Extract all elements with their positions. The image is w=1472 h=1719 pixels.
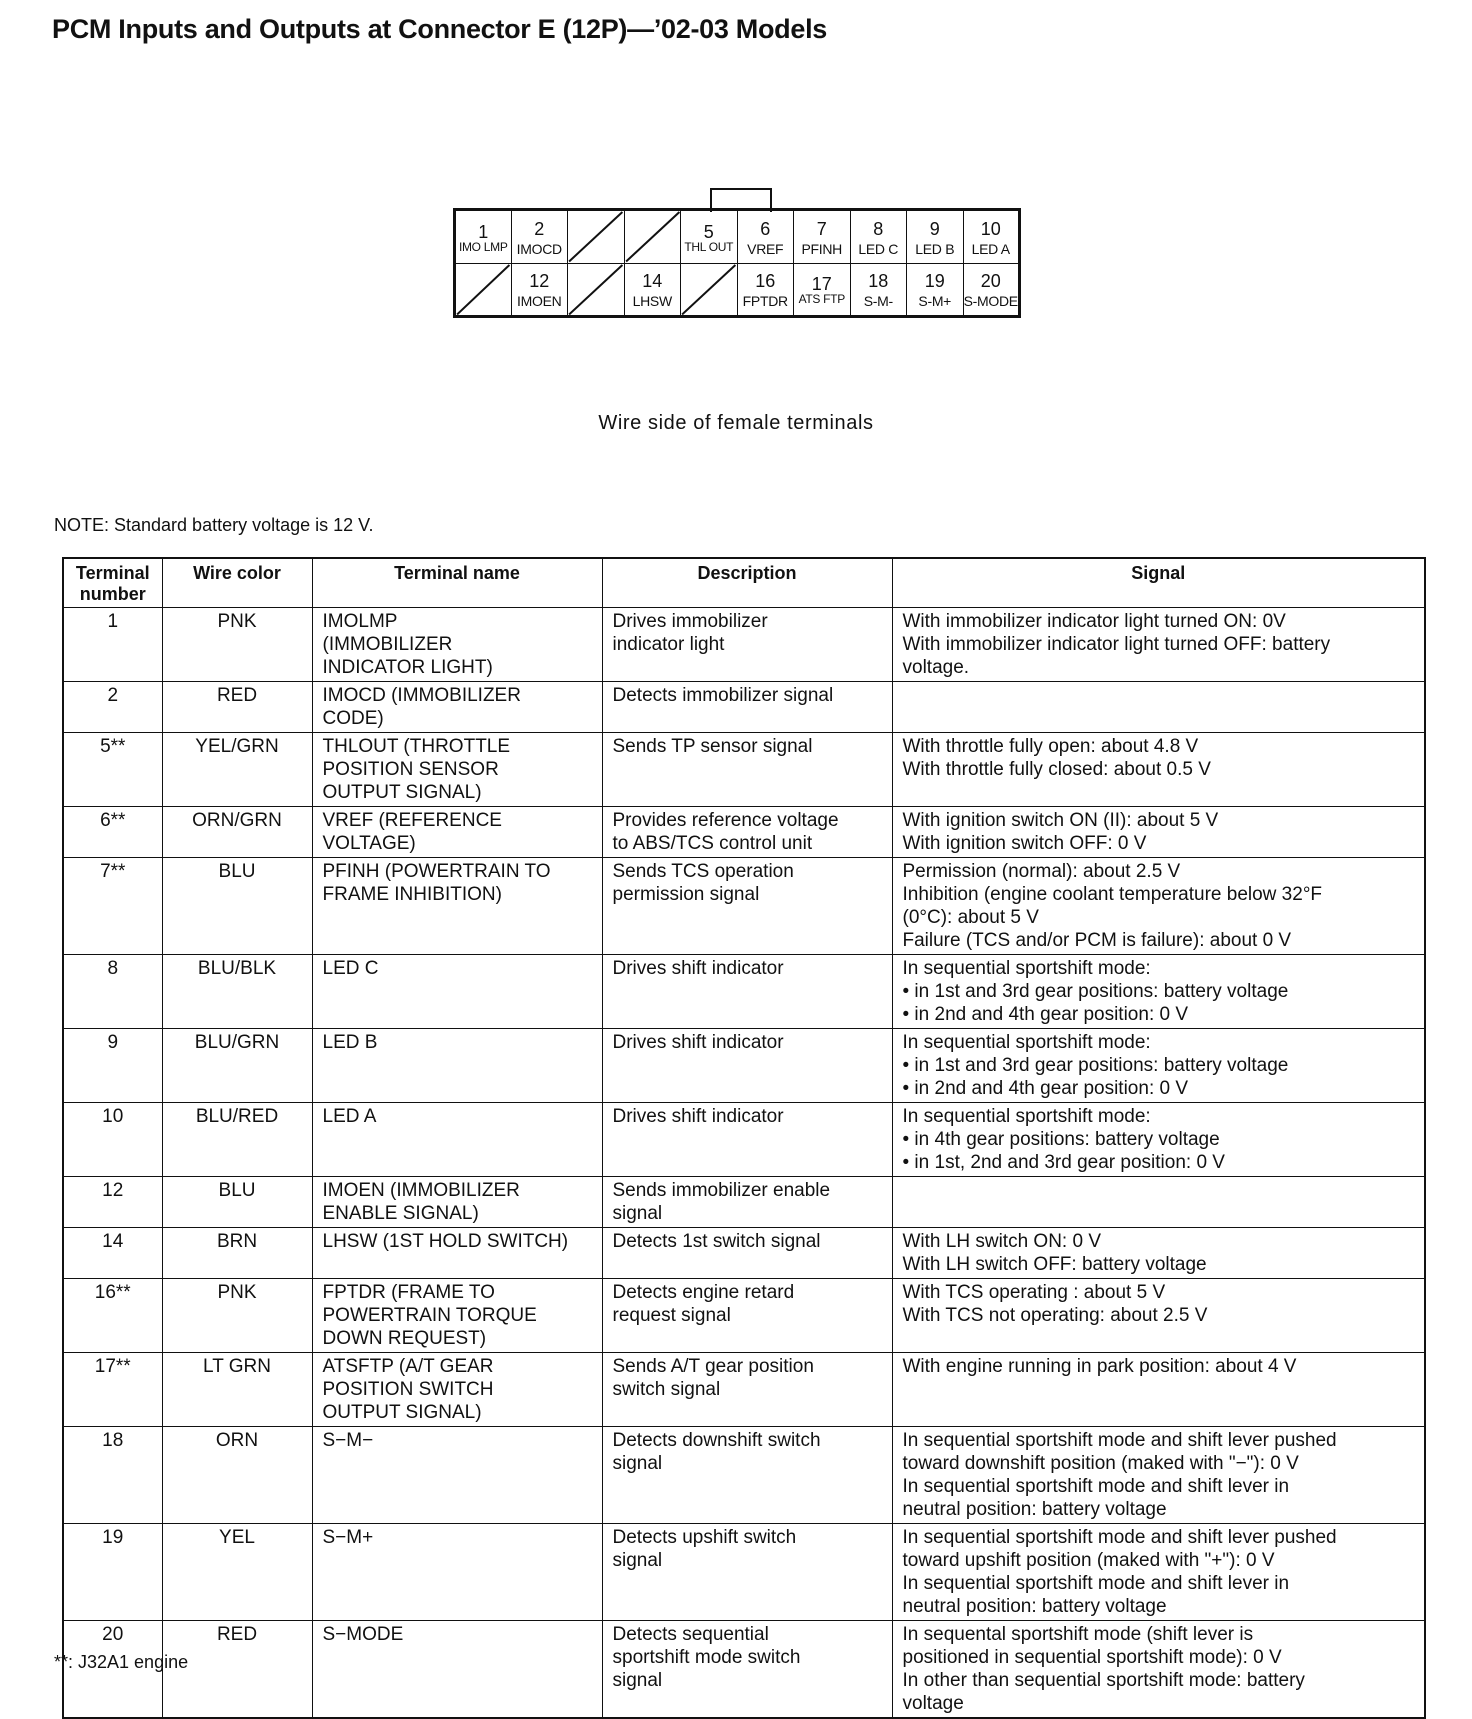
terminal-number-cell: 19 bbox=[63, 1524, 162, 1621]
signal-cell-line: positioned in sequential sportshift mode): 0 V bbox=[902, 1647, 1282, 1668]
pin-label: ATS FTP bbox=[798, 292, 845, 307]
signal-cell-line: With immobilizer indicator light turned OFF: battery bbox=[902, 634, 1331, 655]
connector-pin-9 bbox=[907, 210, 964, 264]
header-description: Description bbox=[602, 558, 892, 608]
pin-number: 7 bbox=[816, 218, 827, 239]
table-row bbox=[63, 1177, 1425, 1228]
connector-pin-7 bbox=[794, 210, 851, 264]
terminal-name-cell-line: VREF (REFERENCE bbox=[322, 810, 502, 831]
terminal-name-cell bbox=[312, 682, 602, 733]
pin-number: 12 bbox=[529, 271, 550, 292]
pin-label: PFINH bbox=[801, 240, 842, 257]
signal-cell-line: neutral position: battery voltage bbox=[902, 1596, 1167, 1617]
pin-label: LED A bbox=[971, 240, 1010, 257]
wire-color-cell: ORN bbox=[162, 1427, 312, 1524]
connector-empty-cavity bbox=[568, 263, 625, 317]
wire-color-cell: ORN/GRN bbox=[162, 807, 312, 858]
pin-number: 19 bbox=[924, 271, 945, 292]
pin-label: IMOEN bbox=[517, 293, 562, 310]
table-row bbox=[63, 858, 1425, 955]
terminal-name-cell bbox=[312, 1279, 602, 1353]
terminal-name-cell-line: OUTPUT SIGNAL) bbox=[322, 782, 482, 803]
terminal-name-cell-line: OUTPUT SIGNAL) bbox=[322, 1402, 482, 1423]
table-row bbox=[63, 1427, 1425, 1524]
signal-cell-line: In sequential sportshift mode and shift lever pushed bbox=[902, 1430, 1337, 1451]
terminal-number-cell: 18 bbox=[63, 1427, 162, 1524]
wire-color-cell: RED bbox=[162, 1621, 312, 1719]
connector-pin-8 bbox=[850, 210, 907, 264]
description-cell-line: Detects 1st switch signal bbox=[612, 1231, 821, 1252]
pin-number: 14 bbox=[642, 271, 663, 292]
header-signal: Signal bbox=[892, 558, 1425, 608]
pin-label: VREF bbox=[747, 240, 784, 257]
signal-cell-line: With throttle fully open: about 4.8 V bbox=[902, 736, 1199, 757]
table-row bbox=[63, 1524, 1425, 1621]
description-cell bbox=[602, 733, 892, 807]
description-cell-line: signal bbox=[612, 1203, 663, 1224]
signal-cell bbox=[892, 1279, 1425, 1353]
connector-empty-cavity bbox=[455, 263, 512, 317]
connector-empty-cavity bbox=[681, 263, 738, 317]
description-cell bbox=[602, 955, 892, 1029]
terminal-name-cell-line: LED B bbox=[322, 1032, 378, 1053]
description-cell bbox=[602, 858, 892, 955]
terminal-name-cell-line: S−M+ bbox=[322, 1527, 374, 1548]
wire-color-cell: YEL/GRN bbox=[162, 733, 312, 807]
signal-cell-line: With TCS not operating: about 2.5 V bbox=[902, 1305, 1208, 1326]
terminal-number-cell: 9 bbox=[63, 1029, 162, 1103]
terminal-name-cell-line: LED C bbox=[322, 958, 379, 979]
header-terminal-number bbox=[63, 558, 162, 608]
terminal-name-cell bbox=[312, 1029, 602, 1103]
connector-pin-12 bbox=[511, 263, 568, 317]
connector-pin-2 bbox=[511, 210, 568, 264]
description-cell bbox=[602, 1427, 892, 1524]
pin-label: IMOCD bbox=[516, 240, 562, 257]
wire-color-cell: PNK bbox=[162, 1279, 312, 1353]
terminal-name-cell bbox=[312, 608, 602, 682]
terminal-name-cell-line: POWERTRAIN TORQUE bbox=[322, 1305, 537, 1326]
terminal-name-cell-line: PFINH (POWERTRAIN TO bbox=[322, 861, 551, 882]
empty-cavity-slash bbox=[456, 264, 511, 316]
terminal-name-cell-line: DOWN REQUEST) bbox=[322, 1328, 487, 1349]
terminal-number-cell: 14 bbox=[63, 1228, 162, 1279]
table-row bbox=[63, 955, 1425, 1029]
wire-color-cell: RED bbox=[162, 682, 312, 733]
description-cell-line: Detects upshift switch bbox=[612, 1527, 797, 1548]
empty-cavity-slash bbox=[568, 264, 624, 316]
description-cell-line: signal bbox=[612, 1670, 663, 1691]
signal-cell bbox=[892, 733, 1425, 807]
signal-cell-line: With immobilizer indicator light turned ON: 0V bbox=[902, 611, 1286, 632]
connector-pin-grid bbox=[453, 208, 1021, 318]
pin-number: 9 bbox=[929, 218, 940, 239]
signal-cell-line: In other than sequential sportshift mode: battery bbox=[902, 1670, 1305, 1691]
description-cell-line: Sends TCS operation bbox=[612, 861, 794, 882]
terminal-name-cell bbox=[312, 1228, 602, 1279]
terminal-name-cell bbox=[312, 1427, 602, 1524]
description-cell-line: to ABS/TCS control unit bbox=[612, 833, 813, 854]
description-cell-line: Detects sequential bbox=[612, 1624, 769, 1645]
terminal-name-cell bbox=[312, 858, 602, 955]
wire-color-cell: BLU bbox=[162, 858, 312, 955]
terminal-number-cell: 6** bbox=[63, 807, 162, 858]
connector-pin-20 bbox=[963, 263, 1020, 317]
pin-label: LED C bbox=[858, 240, 899, 257]
terminal-name-cell-line: POSITION SENSOR bbox=[322, 759, 499, 780]
description-cell bbox=[602, 608, 892, 682]
header-terminal-line2: number bbox=[79, 584, 146, 604]
terminal-name-cell bbox=[312, 733, 602, 807]
terminal-name-cell-line: (IMMOBILIZER bbox=[322, 634, 453, 655]
terminal-number-cell: 17** bbox=[63, 1353, 162, 1427]
terminal-name-cell-line: THLOUT (THROTTLE bbox=[322, 736, 511, 757]
table-row bbox=[63, 1228, 1425, 1279]
terminal-name-cell-line: CODE) bbox=[322, 708, 384, 729]
signal-cell-line: neutral position: battery voltage bbox=[902, 1499, 1167, 1520]
pin-number: 17 bbox=[811, 274, 832, 295]
terminal-name-cell-line: LHSW (1ST HOLD SWITCH) bbox=[322, 1231, 569, 1252]
table-header-row bbox=[63, 558, 1425, 608]
connector-diagram bbox=[453, 188, 1021, 318]
signal-cell bbox=[892, 1103, 1425, 1177]
terminal-name-cell-line: INDICATOR LIGHT) bbox=[322, 657, 493, 678]
pin-number: 5 bbox=[703, 221, 714, 242]
table-row bbox=[63, 1279, 1425, 1353]
signal-cell-line: In sequential sportshift mode: bbox=[902, 958, 1151, 979]
description-cell bbox=[602, 807, 892, 858]
signal-cell-line: In sequential sportshift mode: bbox=[902, 1106, 1151, 1127]
signal-cell bbox=[892, 1353, 1425, 1427]
description-cell-line: Drives immobilizer bbox=[612, 611, 768, 632]
description-cell-line: Sends A/T gear position bbox=[612, 1356, 814, 1377]
signal-cell bbox=[892, 1427, 1425, 1524]
connector-empty-cavity bbox=[624, 210, 681, 264]
description-cell-line: switch signal bbox=[612, 1379, 721, 1400]
wire-color-cell: PNK bbox=[162, 608, 312, 682]
terminal-name-cell-line: VOLTAGE) bbox=[322, 833, 416, 854]
pin-label: S-MODE bbox=[963, 293, 1018, 310]
pin-number: 10 bbox=[980, 218, 1001, 239]
pin-label: LED B bbox=[915, 240, 955, 257]
terminal-name-cell-line: S−M− bbox=[322, 1430, 374, 1451]
connector-pin-6 bbox=[737, 210, 794, 264]
description-cell-line: Sends TP sensor signal bbox=[612, 736, 813, 757]
terminal-name-cell bbox=[312, 1177, 602, 1228]
terminal-number-cell: 10 bbox=[63, 1103, 162, 1177]
terminal-name-cell bbox=[312, 1103, 602, 1177]
signal-cell bbox=[892, 858, 1425, 955]
description-cell-line: Sends immobilizer enable bbox=[612, 1180, 831, 1201]
connector-pin-16 bbox=[737, 263, 794, 317]
description-cell bbox=[602, 1621, 892, 1719]
pin-number: 2 bbox=[534, 218, 545, 239]
terminal-name-cell-line: ATSFTP (A/T GEAR bbox=[322, 1356, 494, 1377]
signal-cell-line: In sequental sportshift mode (shift lever is bbox=[902, 1624, 1254, 1645]
description-cell-line: sportshift mode switch bbox=[612, 1647, 801, 1668]
signal-cell-line: Inhibition (engine coolant temperature below 32°F bbox=[902, 884, 1323, 905]
terminal-name-cell-line: LED A bbox=[322, 1106, 377, 1127]
signal-cell-line: In sequential sportshift mode: bbox=[902, 1032, 1151, 1053]
pin-label: FPTDR bbox=[742, 293, 788, 310]
description-cell-line: Detects engine retard bbox=[612, 1282, 795, 1303]
description-cell-line: Provides reference voltage bbox=[612, 810, 839, 831]
battery-voltage-note: NOTE: Standard battery voltage is 12 V. bbox=[54, 515, 374, 535]
signal-cell-line: Failure (TCS and/or PCM is failure): about 0 V bbox=[902, 930, 1292, 951]
terminal-number-cell: 1 bbox=[63, 608, 162, 682]
signal-cell-line: (0°C): about 5 V bbox=[902, 907, 1039, 928]
header-wire-color: Wire color bbox=[162, 558, 312, 608]
header-terminal-name: Terminal name bbox=[312, 558, 602, 608]
description-cell-line: signal bbox=[612, 1453, 663, 1474]
wire-color-cell: LT GRN bbox=[162, 1353, 312, 1427]
signal-cell-line: toward downshift position (maked with "−"): 0 V bbox=[902, 1453, 1299, 1474]
pin-number: 16 bbox=[755, 271, 776, 292]
description-cell bbox=[602, 1279, 892, 1353]
table-row bbox=[63, 1103, 1425, 1177]
signal-cell-line: With ignition switch ON (II): about 5 V bbox=[902, 810, 1219, 831]
empty-cavity-slash bbox=[568, 211, 624, 263]
terminal-name-cell-line: FPTDR (FRAME TO bbox=[322, 1282, 495, 1303]
signal-cell-line: With ignition switch OFF: 0 V bbox=[902, 833, 1147, 854]
connector-pin-14 bbox=[624, 263, 681, 317]
page-title: PCM Inputs and Outputs at Connector E (12P)—’02-03 Models bbox=[52, 14, 827, 44]
signal-cell-line: Permission (normal): about 2.5 V bbox=[902, 861, 1181, 882]
table-row bbox=[63, 608, 1425, 682]
wire-color-cell: BLU/BLK bbox=[162, 955, 312, 1029]
signal-cell bbox=[892, 608, 1425, 682]
header-terminal-line1: Terminal bbox=[75, 563, 150, 583]
terminal-number-cell: 20 bbox=[63, 1621, 162, 1719]
wire-color-cell: BLU bbox=[162, 1177, 312, 1228]
pin-number: 20 bbox=[980, 271, 1001, 292]
pin-label: IMO LMP bbox=[458, 239, 508, 254]
signal-cell bbox=[892, 1029, 1425, 1103]
footnote: **: J32A1 engine bbox=[54, 1652, 189, 1672]
terminal-number-cell: 12 bbox=[63, 1177, 162, 1228]
signal-cell-line: With engine running in park position: about 4 V bbox=[902, 1356, 1297, 1377]
signal-cell-line: • in 4th gear positions: battery voltage bbox=[902, 1129, 1220, 1150]
signal-cell-line: • in 1st and 3rd gear positions: battery voltage bbox=[902, 981, 1289, 1002]
table-row bbox=[63, 733, 1425, 807]
signal-cell bbox=[892, 1228, 1425, 1279]
connector-pin-10 bbox=[963, 210, 1020, 264]
signal-cell bbox=[892, 682, 1425, 733]
terminal-name-cell-line: IMOLMP bbox=[322, 611, 398, 632]
signal-cell-line: • in 1st and 3rd gear positions: battery voltage bbox=[902, 1055, 1289, 1076]
wire-color-cell: BLU/RED bbox=[162, 1103, 312, 1177]
signal-cell bbox=[892, 955, 1425, 1029]
terminal-number-cell: 16** bbox=[63, 1279, 162, 1353]
signal-cell-line: In sequential sportshift mode and shift lever pushed bbox=[902, 1527, 1337, 1548]
terminal-number-cell: 7** bbox=[63, 858, 162, 955]
description-cell bbox=[602, 1524, 892, 1621]
description-cell-line: Drives shift indicator bbox=[612, 1106, 784, 1127]
pin-label: S-M+ bbox=[918, 293, 952, 310]
description-cell-line: Drives shift indicator bbox=[612, 1032, 784, 1053]
terminal-name-cell bbox=[312, 1353, 602, 1427]
pin-number: 8 bbox=[873, 218, 884, 239]
terminal-number-cell: 5** bbox=[63, 733, 162, 807]
description-cell-line: Detects immobilizer signal bbox=[612, 685, 834, 706]
terminal-name-cell bbox=[312, 1524, 602, 1621]
pin-label: S-M- bbox=[863, 293, 893, 310]
description-cell-line: Drives shift indicator bbox=[612, 958, 784, 979]
signal-cell-line: With TCS operating : about 5 V bbox=[902, 1282, 1166, 1303]
signal-cell-line: With throttle fully closed: about 0.5 V bbox=[902, 759, 1211, 780]
connector-top-row bbox=[455, 210, 1020, 264]
wire-color-cell: BRN bbox=[162, 1228, 312, 1279]
pin-number: 6 bbox=[760, 218, 771, 239]
terminal-table bbox=[62, 557, 1426, 1719]
connector-caption: Wire side of female terminals bbox=[598, 412, 874, 434]
description-cell bbox=[602, 1029, 892, 1103]
signal-cell-line: voltage. bbox=[902, 657, 970, 678]
signal-cell bbox=[892, 1177, 1425, 1228]
connector-pin-1 bbox=[455, 210, 512, 264]
table-row bbox=[63, 1353, 1425, 1427]
terminal-number-cell: 8 bbox=[63, 955, 162, 1029]
signal-cell-line: • in 2nd and 4th gear position: 0 V bbox=[902, 1004, 1189, 1025]
signal-cell-line: toward upshift position (maked with "+"): 0 V bbox=[902, 1550, 1275, 1571]
table-row bbox=[63, 1621, 1425, 1719]
pin-label: LHSW bbox=[632, 293, 672, 310]
terminal-name-cell-line: S−MODE bbox=[322, 1624, 404, 1645]
empty-cavity-slash bbox=[625, 211, 681, 263]
pin-number: 18 bbox=[868, 271, 889, 292]
terminal-name-cell bbox=[312, 807, 602, 858]
table-row bbox=[63, 1029, 1425, 1103]
connector-pin-18 bbox=[850, 263, 907, 317]
description-cell-line: permission signal bbox=[612, 884, 760, 905]
terminal-name-cell-line: ENABLE SIGNAL) bbox=[322, 1203, 479, 1224]
connector-bottom-row bbox=[455, 263, 1020, 317]
signal-cell bbox=[892, 1621, 1425, 1719]
connector-pin-5 bbox=[681, 210, 738, 264]
terminal-name-cell-line: IMOCD (IMMOBILIZER bbox=[322, 685, 521, 706]
signal-cell-line: • in 2nd and 4th gear position: 0 V bbox=[902, 1078, 1189, 1099]
description-cell bbox=[602, 1103, 892, 1177]
signal-cell-line: With LH switch OFF: battery voltage bbox=[902, 1254, 1207, 1275]
wire-color-cell: YEL bbox=[162, 1524, 312, 1621]
description-cell-line: indicator light bbox=[612, 634, 725, 655]
table-row bbox=[63, 807, 1425, 858]
description-cell-line: Detects downshift switch bbox=[612, 1430, 821, 1451]
description-cell bbox=[602, 682, 892, 733]
pin-label: THL OUT bbox=[684, 239, 734, 254]
signal-cell bbox=[892, 807, 1425, 858]
terminal-name-cell bbox=[312, 955, 602, 1029]
connector-pin-17 bbox=[794, 263, 851, 317]
terminal-name-cell-line: IMOEN (IMMOBILIZER bbox=[322, 1180, 520, 1201]
signal-cell-line: voltage bbox=[902, 1693, 964, 1714]
terminal-number-cell: 2 bbox=[63, 682, 162, 733]
signal-cell-line: With LH switch ON: 0 V bbox=[902, 1231, 1101, 1252]
signal-cell-line: In sequential sportshift mode and shift lever in bbox=[902, 1573, 1290, 1594]
connector-pin-19 bbox=[907, 263, 964, 317]
signal-cell-line: • in 1st, 2nd and 3rd gear position: 0 V bbox=[902, 1152, 1225, 1173]
description-cell bbox=[602, 1177, 892, 1228]
terminal-name-cell-line: FRAME INHIBITION) bbox=[322, 884, 502, 905]
table-row bbox=[63, 682, 1425, 733]
connector-empty-cavity bbox=[568, 210, 625, 264]
empty-cavity-slash bbox=[681, 264, 737, 316]
wire-color-cell: BLU/GRN bbox=[162, 1029, 312, 1103]
signal-cell-line: In sequential sportshift mode and shift lever in bbox=[902, 1476, 1290, 1497]
description-cell-line: signal bbox=[612, 1550, 663, 1571]
terminal-name-cell-line: POSITION SWITCH bbox=[322, 1379, 494, 1400]
terminal-name-cell bbox=[312, 1621, 602, 1719]
description-cell bbox=[602, 1228, 892, 1279]
signal-cell bbox=[892, 1524, 1425, 1621]
description-cell bbox=[602, 1353, 892, 1427]
description-cell-line: request signal bbox=[612, 1305, 731, 1326]
pin-number: 1 bbox=[478, 221, 489, 242]
